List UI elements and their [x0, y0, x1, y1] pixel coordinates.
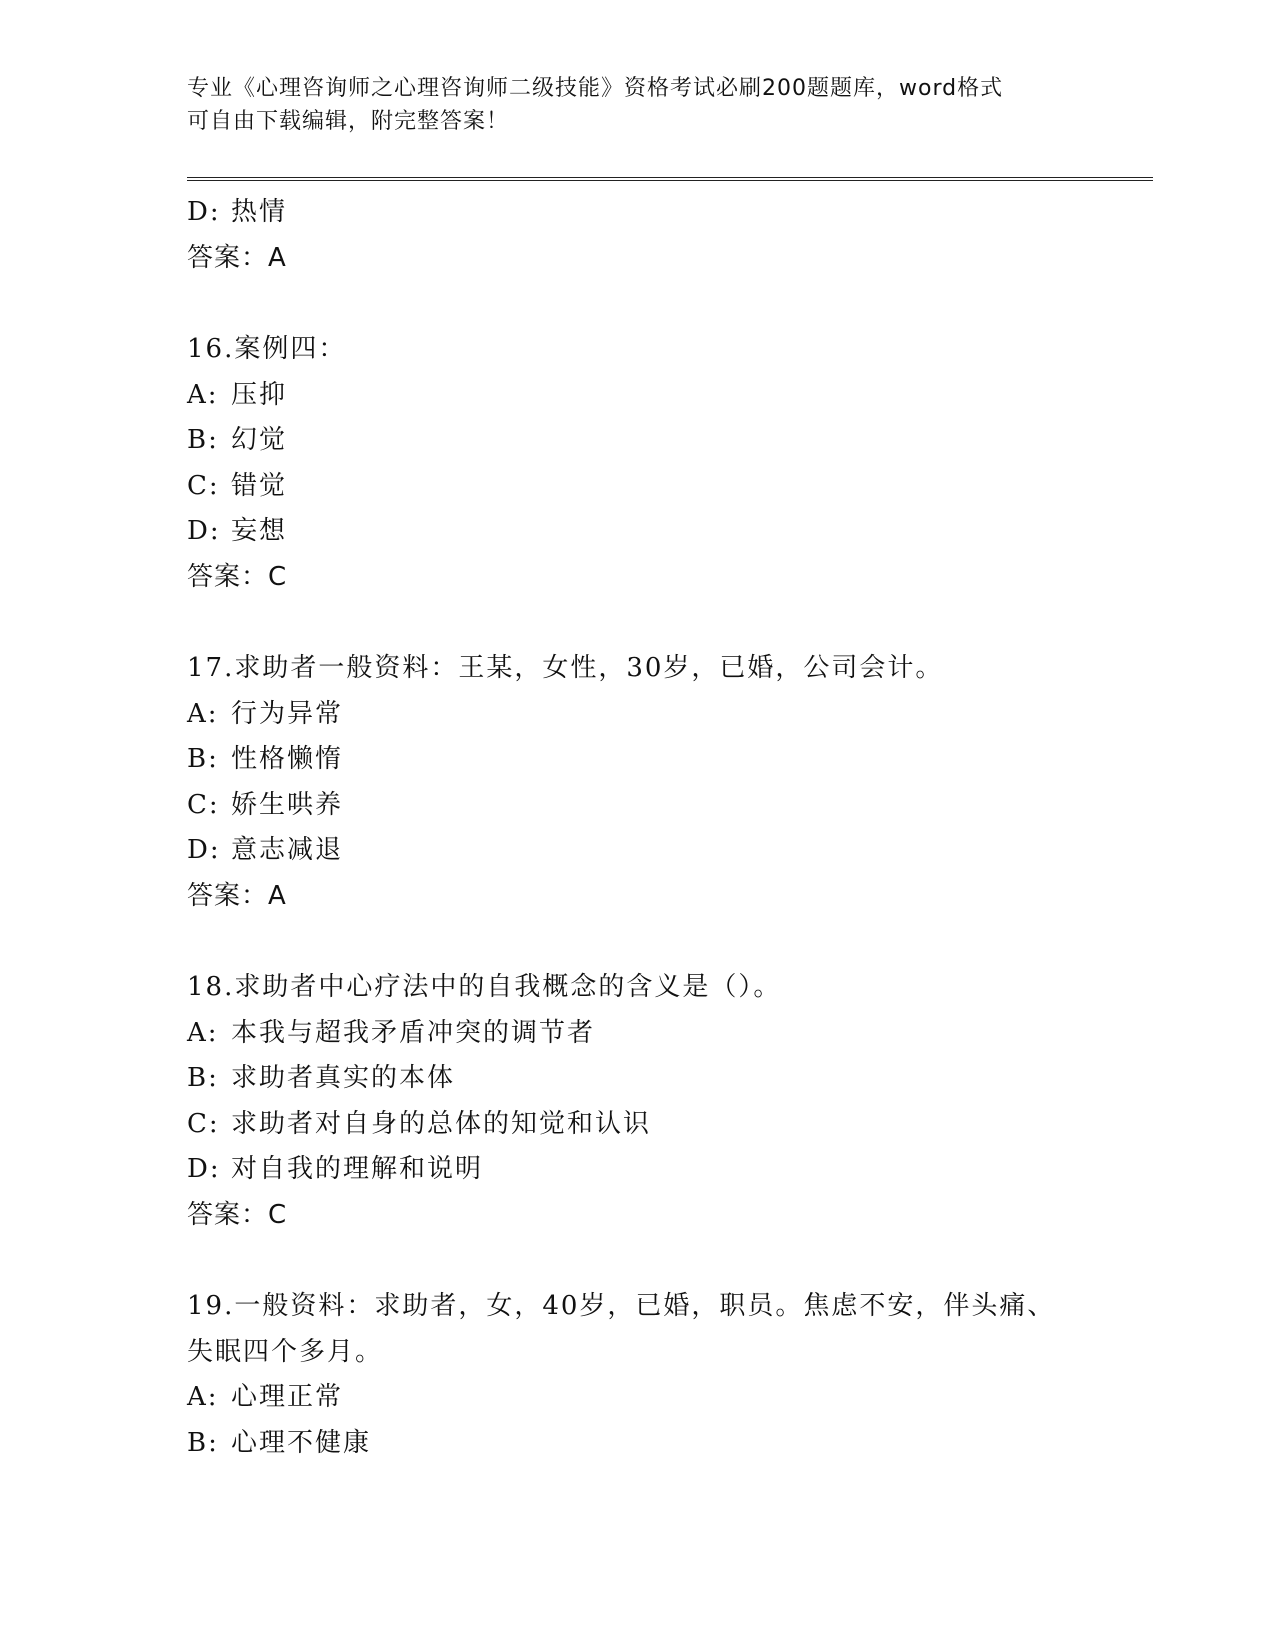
question-stem: 19.一般资料：求助者，女，40岁，已婚，职员。焦虑不安，伴头痛、: [187, 1291, 1056, 1321]
answer-line: 答案：A: [187, 242, 287, 273]
spacer: [187, 919, 1087, 965]
option-letter: C:: [187, 470, 220, 501]
option-text: 热情: [231, 197, 288, 227]
option-letter: A:: [187, 379, 219, 410]
page-header: [187, 72, 1087, 138]
option-letter: D:: [187, 197, 221, 227]
option-text: 求助者对自身的总体的知觉和认识: [231, 1108, 652, 1139]
option-d: [187, 509, 1087, 555]
option-a: [187, 1011, 1087, 1057]
option-text: 妄想: [231, 516, 288, 546]
option-letter: D:: [187, 516, 221, 546]
option-c: [187, 464, 1087, 510]
option-text: 娇生哄养: [231, 789, 344, 820]
option-letter: C:: [187, 789, 220, 820]
document-body: [187, 190, 1087, 1466]
option-letter: B:: [187, 1063, 219, 1093]
header-line-1: 专业《心理咨询师之心理咨询师二级技能》资格考试必刷200题题库，word格式: [187, 76, 1004, 101]
spacer: [187, 1238, 1087, 1284]
option-letter: B:: [187, 1427, 219, 1458]
option-text: 行为异常: [231, 698, 344, 729]
option-letter: B:: [187, 744, 219, 774]
option-text: 心理不健康: [231, 1427, 372, 1458]
spacer: [187, 600, 1087, 646]
option-text: 本我与超我矛盾冲突的调节者: [231, 1017, 596, 1048]
option-b: [187, 737, 1087, 783]
option-text: 求助者真实的本体: [231, 1063, 456, 1093]
option-text: 幻觉: [231, 425, 288, 455]
option-b: [187, 418, 1087, 464]
option-b: [187, 1056, 1087, 1102]
option-text: 心理正常: [231, 1382, 344, 1412]
option-d: [187, 190, 1087, 236]
option-a: [187, 692, 1087, 738]
option-letter: A:: [187, 698, 219, 729]
option-letter: D:: [187, 835, 221, 865]
option-c: [187, 1102, 1087, 1148]
option-letter: C:: [187, 1108, 220, 1139]
answer-line: 答案：C: [187, 561, 288, 592]
option-text: 性格懒惰: [231, 744, 344, 774]
option-text: 压抑: [231, 379, 288, 410]
spacer: [187, 281, 1087, 327]
option-c: [187, 783, 1087, 829]
option-text: 意志减退: [231, 835, 344, 865]
question-stem: 16.案例四：: [187, 334, 347, 364]
option-letter: B:: [187, 425, 219, 455]
question-stem: 17.求助者一般资料：王某，女性，30岁，已婚，公司会计。: [187, 653, 944, 683]
option-b: [187, 1421, 1087, 1467]
answer-line: 答案：A: [187, 880, 287, 911]
option-letter: D:: [187, 1154, 221, 1184]
option-d: [187, 1147, 1087, 1193]
option-a: [187, 1375, 1087, 1421]
header-divider: [187, 177, 1153, 181]
question-stem-continued: 失眠四个多月。: [187, 1336, 384, 1367]
header-line-2: 可自由下载编辑，附完整答案！: [187, 109, 510, 134]
option-letter: A:: [187, 1017, 219, 1048]
question-stem: 18.求助者中心疗法中的自我概念的含义是（）。: [187, 972, 782, 1002]
option-text: 错觉: [231, 470, 288, 501]
option-d: [187, 828, 1087, 874]
answer-line: 答案：C: [187, 1199, 288, 1230]
option-text: 对自我的理解和说明: [231, 1154, 484, 1184]
option-a: [187, 373, 1087, 419]
option-letter: A:: [187, 1382, 219, 1412]
